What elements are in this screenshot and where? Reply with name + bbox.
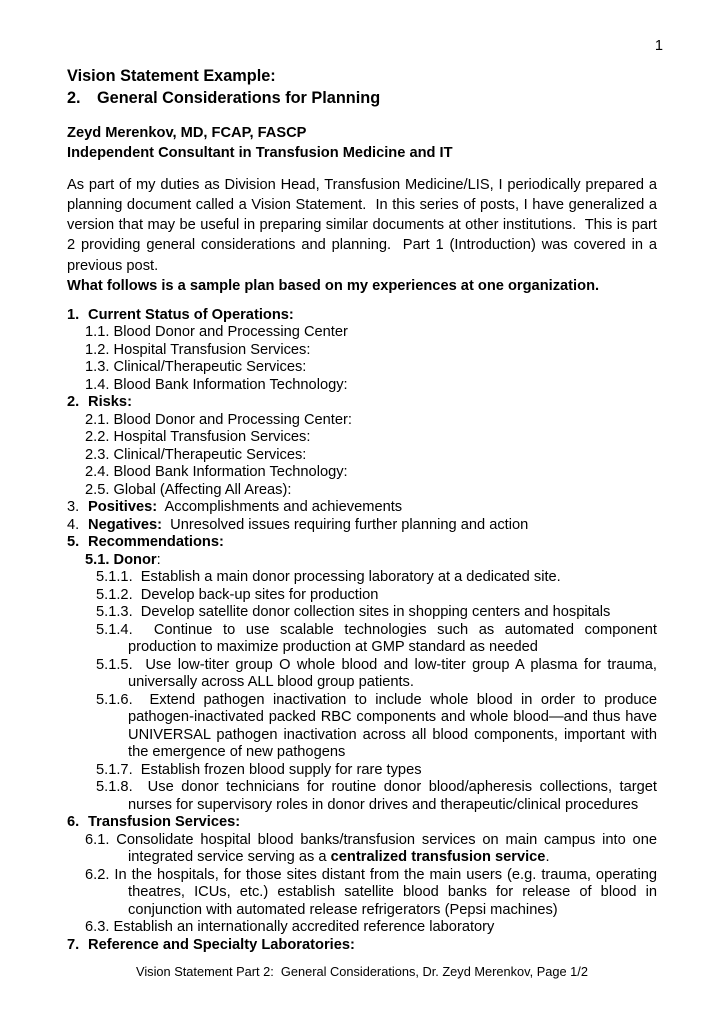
- outline-item-text: Blood Bank Information Technology:: [113, 376, 348, 393]
- outline-item-text: Clinical/Therapeutic Services:: [113, 446, 307, 463]
- outline-item-text: Consolidate hospital blood banks/transfusion services on main campus into one integrated service serving as a: [116, 831, 657, 866]
- outline-item-text: Accomplishments and achievements: [157, 499, 403, 516]
- outline-item: [67, 814, 657, 832]
- outline-item: [85, 832, 657, 867]
- outline-item-marker: 1.1.: [85, 324, 110, 341]
- page-footer: Vision Statement Part 2: General Considerations, Dr. Zeyd Merenkov, Page 1/2: [136, 964, 588, 980]
- outline-item-marker: 5.1.: [85, 551, 110, 568]
- outline-item-text: Develop satellite donor collection sites in shopping centers and hospitals: [140, 604, 611, 621]
- outline-item-marker: 6.3.: [85, 919, 110, 936]
- page-title-text: General Considerations for Planning: [97, 89, 381, 107]
- outline-item-text: Current Status of Operations:: [88, 306, 294, 323]
- outline-item-text: In the hospitals, for those sites distant from the main users (e.g. trauma, operating theatres, ICUs, etc.) establish satellite blood banks for release of blood in conjunction with automated release refrigerators (Pepsi machines): [114, 866, 657, 918]
- outline-item-marker: 5.1.7.: [96, 761, 133, 778]
- outline-item: [85, 324, 657, 342]
- outline-item: [85, 552, 657, 570]
- outline-item-text: centralized transfusion service: [330, 849, 546, 866]
- outline-item: [85, 377, 657, 395]
- author-name: Zeyd Merenkov, MD, FCAP, FASCP: [67, 125, 307, 141]
- outline-item-marker: 5.1.3.: [96, 604, 133, 621]
- outline-item-text: Risks:: [88, 394, 132, 411]
- lead-sentence: What follows is a sample plan based on my experiences at one organization.: [67, 277, 600, 294]
- outline-item: [85, 359, 657, 377]
- outline-item-marker: 5.1.4.: [96, 621, 133, 638]
- outline-item: [85, 867, 657, 920]
- outline-item-text: Clinical/Therapeutic Services:: [113, 359, 307, 376]
- outline-item: [96, 657, 657, 692]
- outline-item: [96, 762, 657, 780]
- outline-item-text: Extend pathogen inactivation to include whole blood in order to produce pathogen-inactivated packed RBC components and whole blood—and thus have UNIVERSAL pathogen inactivation across all blood components, important with the emergence of new pathogens: [128, 691, 657, 761]
- outline-item: [96, 692, 657, 762]
- page-title-line2: [67, 87, 657, 109]
- outline-item: [67, 937, 657, 955]
- outline-item-text: Use donor technicians for routine donor blood/apheresis collections, target nurses for supervisory roles in donor drives and therapeutic/clinical procedures: [128, 779, 657, 813]
- outline-item-text: .: [545, 849, 550, 866]
- outline-item: [67, 394, 657, 412]
- outline-item: [85, 919, 657, 937]
- outline-item: [85, 447, 657, 465]
- outline-item: [67, 307, 657, 325]
- outline-item-marker: 2.3.: [85, 446, 110, 463]
- page-title-line1: Vision Statement Example:: [67, 67, 276, 85]
- outline-item-marker: 1.2.: [85, 341, 110, 358]
- outline-item-text: Establish an internationally accredited reference laboratory: [113, 919, 495, 936]
- outline-item: [96, 587, 657, 605]
- outline-item-marker: 1.: [67, 306, 80, 323]
- outline-item-marker: 5.1.8.: [96, 779, 133, 796]
- outline-item-marker: 5.: [67, 534, 80, 551]
- outline-item-marker: 1.3.: [85, 359, 110, 376]
- outline-item: [85, 412, 657, 430]
- outline-item-marker: 2.: [67, 394, 80, 411]
- page-number: 1: [654, 38, 663, 54]
- outline-item-text: Blood Donor and Processing Center: [113, 324, 348, 341]
- outline-item-marker: 5.1.1.: [96, 569, 133, 586]
- page-title: [67, 65, 657, 109]
- outline-item: [96, 622, 657, 657]
- outline-item-text: Hospital Transfusion Services:: [113, 341, 311, 358]
- outline-item-text: Blood Donor and Processing Center:: [113, 411, 352, 428]
- outline-item: [67, 517, 657, 535]
- outline-item-text: :: [156, 551, 161, 568]
- author-role: Independent Consultant in Transfusion Medicine and IT: [67, 145, 453, 162]
- outline-item-marker: 1.4.: [85, 376, 110, 393]
- outline-item-marker: 3.: [67, 499, 80, 516]
- outline-item: [96, 779, 657, 814]
- outline-item-text: Positives:: [88, 499, 158, 516]
- outline-item-text: Continue to use scalable technologies such as automated component production to maximize production at GMP standard as needed: [128, 621, 657, 656]
- author-block: [67, 123, 657, 163]
- outline-item: [96, 604, 657, 622]
- outline-item-marker: 5.1.6.: [96, 691, 133, 708]
- outline-item-text: Use low-titer group O whole blood and low-titer group A plasma for trauma, universally across ALL blood group patients.: [128, 656, 657, 691]
- outline-item-marker: 6.2.: [85, 866, 110, 883]
- outline-item-text: Hospital Transfusion Services:: [113, 429, 311, 446]
- outline-item-marker: 7.: [67, 936, 80, 953]
- outline-item-text: Unresolved issues requiring further planning and action: [162, 516, 529, 533]
- outline-item-text: Blood Bank Information Technology:: [113, 464, 348, 481]
- outline-item-marker: 6.1.: [85, 831, 110, 848]
- outline-item-text: Develop back-up sites for production: [140, 586, 379, 603]
- outline-item-text: Negatives:: [88, 516, 163, 533]
- outline-item-marker: 2.4.: [85, 464, 110, 481]
- intro-paragraph: As part of my duties as Division Head, Transfusion Medicine/LIS, I periodically prepared a planning document called a Vision Statement. In this series of posts, I have generalized a version that may be useful in preparing similar documents at other institutions. This is part 2 providing general considerations and planning. Part 1 (Introduction) was covered in a previous post.: [67, 177, 657, 274]
- outline-item: [96, 569, 657, 587]
- outline-item-marker: 5.1.2.: [96, 586, 133, 603]
- outline-item: [85, 342, 657, 360]
- outline-item: [85, 482, 657, 500]
- outline-item-text: Recommendations:: [88, 534, 224, 551]
- outline-item-marker: 2.2.: [85, 429, 110, 446]
- outline-item-marker: 2.1.: [85, 411, 110, 428]
- document-content: [67, 0, 657, 980]
- outline-item: [85, 464, 657, 482]
- outline-item-text: Donor: [113, 551, 157, 568]
- page-title-number: 2.: [67, 89, 81, 107]
- outline-item-marker: 6.: [67, 814, 80, 831]
- outline-item-text: Establish a main donor processing laboratory at a dedicated site.: [140, 569, 561, 586]
- outline-item-text: Global (Affecting All Areas):: [113, 481, 292, 498]
- outline-list: [67, 307, 657, 955]
- outline-item-marker: 2.5.: [85, 481, 110, 498]
- outline-item-text: Transfusion Services:: [88, 814, 241, 831]
- outline-item-text: Establish frozen blood supply for rare types: [140, 761, 422, 778]
- outline-item: [67, 499, 657, 517]
- outline-item: [67, 534, 657, 552]
- outline-item-marker: 5.1.5.: [96, 656, 133, 673]
- outline-item-marker: 4.: [67, 516, 80, 533]
- outline-item: [85, 429, 657, 447]
- outline-item-text: Reference and Specialty Laboratories:: [88, 936, 355, 953]
